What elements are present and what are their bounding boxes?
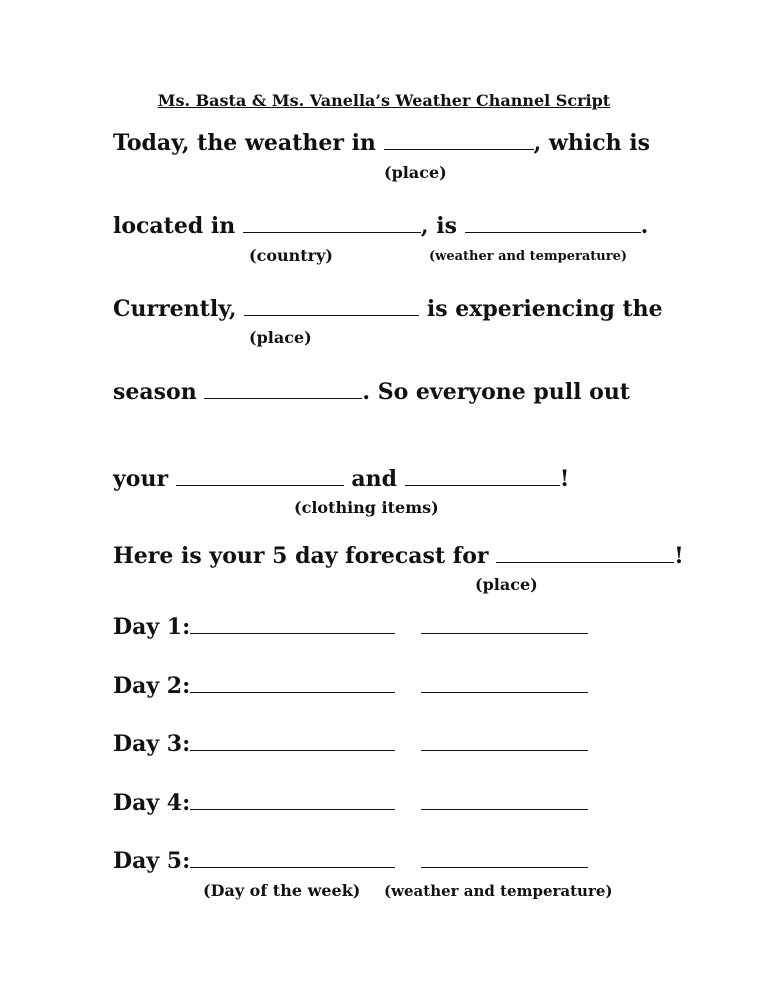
place-caption-2: (place) (249, 328, 312, 347)
forecast-row (113, 614, 588, 640)
line-6-text-end: ! (674, 543, 684, 569)
line-4-text-after: . So everyone pull out (362, 379, 630, 405)
day-label: Day 2: (113, 673, 191, 699)
weather-blank[interactable] (421, 616, 588, 634)
forecast-row (113, 731, 588, 757)
place-blank-1[interactable] (384, 132, 534, 150)
day-label: Day 4: (113, 790, 191, 816)
forecast-row (113, 790, 588, 816)
day-label: Day 5: (113, 848, 191, 874)
place-caption-3: (place) (475, 575, 538, 594)
line-5-text-before: your (113, 466, 169, 492)
weather-temperature-caption: (weather and temperature) (429, 249, 628, 264)
weather-blank[interactable] (421, 792, 588, 810)
forecast-row (113, 673, 588, 699)
place-caption-1: (place) (384, 163, 447, 182)
line-5-text-mid: and (351, 466, 398, 492)
line-3-text-before: Currently, (113, 296, 237, 322)
line-1-text-after: , which is (533, 130, 650, 156)
day-label: Day 3: (113, 731, 191, 757)
forecast-weather-caption: (weather and temperature) (384, 882, 613, 900)
script-line-5 (113, 466, 569, 492)
day-of-week-caption: (Day of the week) (203, 881, 361, 900)
script-line-3 (113, 296, 663, 322)
weather-blank[interactable] (421, 850, 588, 868)
script-line-4 (113, 379, 630, 405)
day-of-week-blank[interactable] (190, 675, 395, 693)
place-blank-2[interactable] (244, 298, 419, 316)
line-2-text-end: . (640, 213, 649, 239)
weather-temperature-blank[interactable] (465, 215, 641, 233)
country-caption: (country) (249, 246, 333, 265)
forecast-row (113, 848, 588, 874)
country-blank[interactable] (243, 215, 421, 233)
line-4-text-before: season (113, 379, 197, 405)
day-of-week-blank[interactable] (190, 792, 395, 810)
day-of-week-blank[interactable] (190, 850, 395, 868)
day-label: Day 1: (113, 614, 191, 640)
script-line-6 (113, 543, 684, 569)
season-blank[interactable] (204, 381, 362, 399)
line-5-text-end: ! (559, 466, 570, 492)
clothing-caption: (clothing items) (294, 498, 439, 517)
clothing-blank-1[interactable] (176, 468, 344, 486)
line-6-text-before: Here is your 5 day forecast for (113, 543, 489, 569)
place-blank-3[interactable] (496, 545, 674, 563)
weather-blank[interactable] (421, 675, 588, 693)
script-line-1 (113, 130, 650, 156)
line-3-text-after: is experiencing the (426, 296, 663, 322)
clothing-blank-2[interactable] (405, 468, 560, 486)
weather-blank[interactable] (421, 733, 588, 751)
script-line-2 (113, 213, 648, 239)
page-title: Ms. Basta & Ms. Vanella’s Weather Channel Script (157, 91, 611, 110)
line-1-text-before: Today, the weather in (113, 130, 376, 156)
line-2-text-mid: , is (420, 213, 457, 239)
day-of-week-blank[interactable] (190, 733, 395, 751)
line-2-text-before: located in (113, 213, 236, 239)
day-of-week-blank[interactable] (190, 616, 395, 634)
